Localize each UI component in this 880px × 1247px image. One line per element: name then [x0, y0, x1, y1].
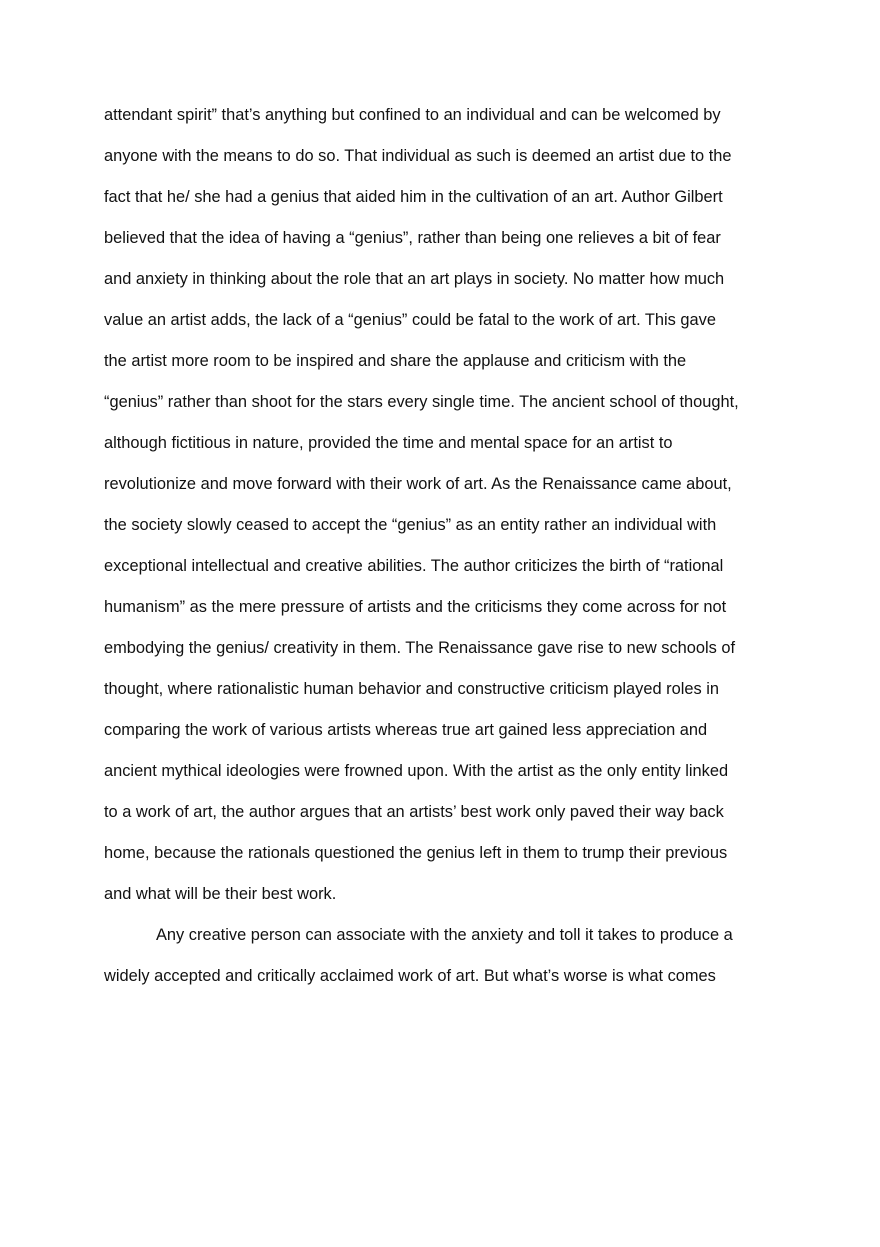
text-line: embodying the genius/ creativity in them. The Renaissance gave rise to new schools of	[104, 639, 736, 657]
text-line: anyone with the means to do so. That individual as such is deemed an artist due to the	[104, 147, 732, 165]
text-line: the society slowly ceased to accept the “genius” as an entity rather an individual with	[104, 516, 717, 534]
text-line: humanism” as the mere pressure of artists and the criticisms they come across for not	[104, 598, 727, 616]
text-line: “genius” rather than shoot for the stars every single time. The ancient school of thought,	[104, 393, 739, 411]
text-line-indented: Any creative person can associate with the anxiety and toll it takes to produce a	[156, 926, 733, 944]
text-line: to a work of art, the author argues that an artists’ best work only paved their way back	[104, 803, 724, 821]
text-line: ancient mythical ideologies were frowned upon. With the artist as the only entity linked	[104, 762, 729, 780]
text-line: thought, where rationalistic human behavior and constructive criticism played roles in	[104, 680, 719, 698]
text-line: widely accepted and critically acclaimed work of art. But what’s worse is what comes	[104, 967, 716, 985]
text-line: home, because the rationals questioned the genius left in them to trump their previous	[104, 844, 728, 862]
text-line: the artist more room to be inspired and share the applause and criticism with the	[104, 352, 687, 370]
text-line: although fictitious in nature, provided the time and mental space for an artist to	[104, 434, 673, 452]
text-line: attendant spirit” that’s anything but confined to an individual and can be welcomed by	[104, 106, 721, 124]
text-line: and what will be their best work.	[104, 885, 337, 903]
text-line: believed that the idea of having a “genius”, rather than being one relieves a bit of fear	[104, 229, 721, 247]
text-line: revolutionize and move forward with their work of art. As the Renaissance came about,	[104, 475, 732, 493]
text-line: and anxiety in thinking about the role that an art plays in society. No matter how much	[104, 270, 725, 288]
text-line: fact that he/ she had a genius that aided him in the cultivation of an art. Author Gilbert	[104, 188, 723, 206]
text-line: exceptional intellectual and creative abilities. The author criticizes the birth of “rational	[104, 557, 724, 575]
text-line: comparing the work of various artists whereas true art gained less appreciation and	[104, 721, 708, 739]
text-line: value an artist adds, the lack of a “genius” could be fatal to the work of art. This gave	[104, 311, 716, 329]
